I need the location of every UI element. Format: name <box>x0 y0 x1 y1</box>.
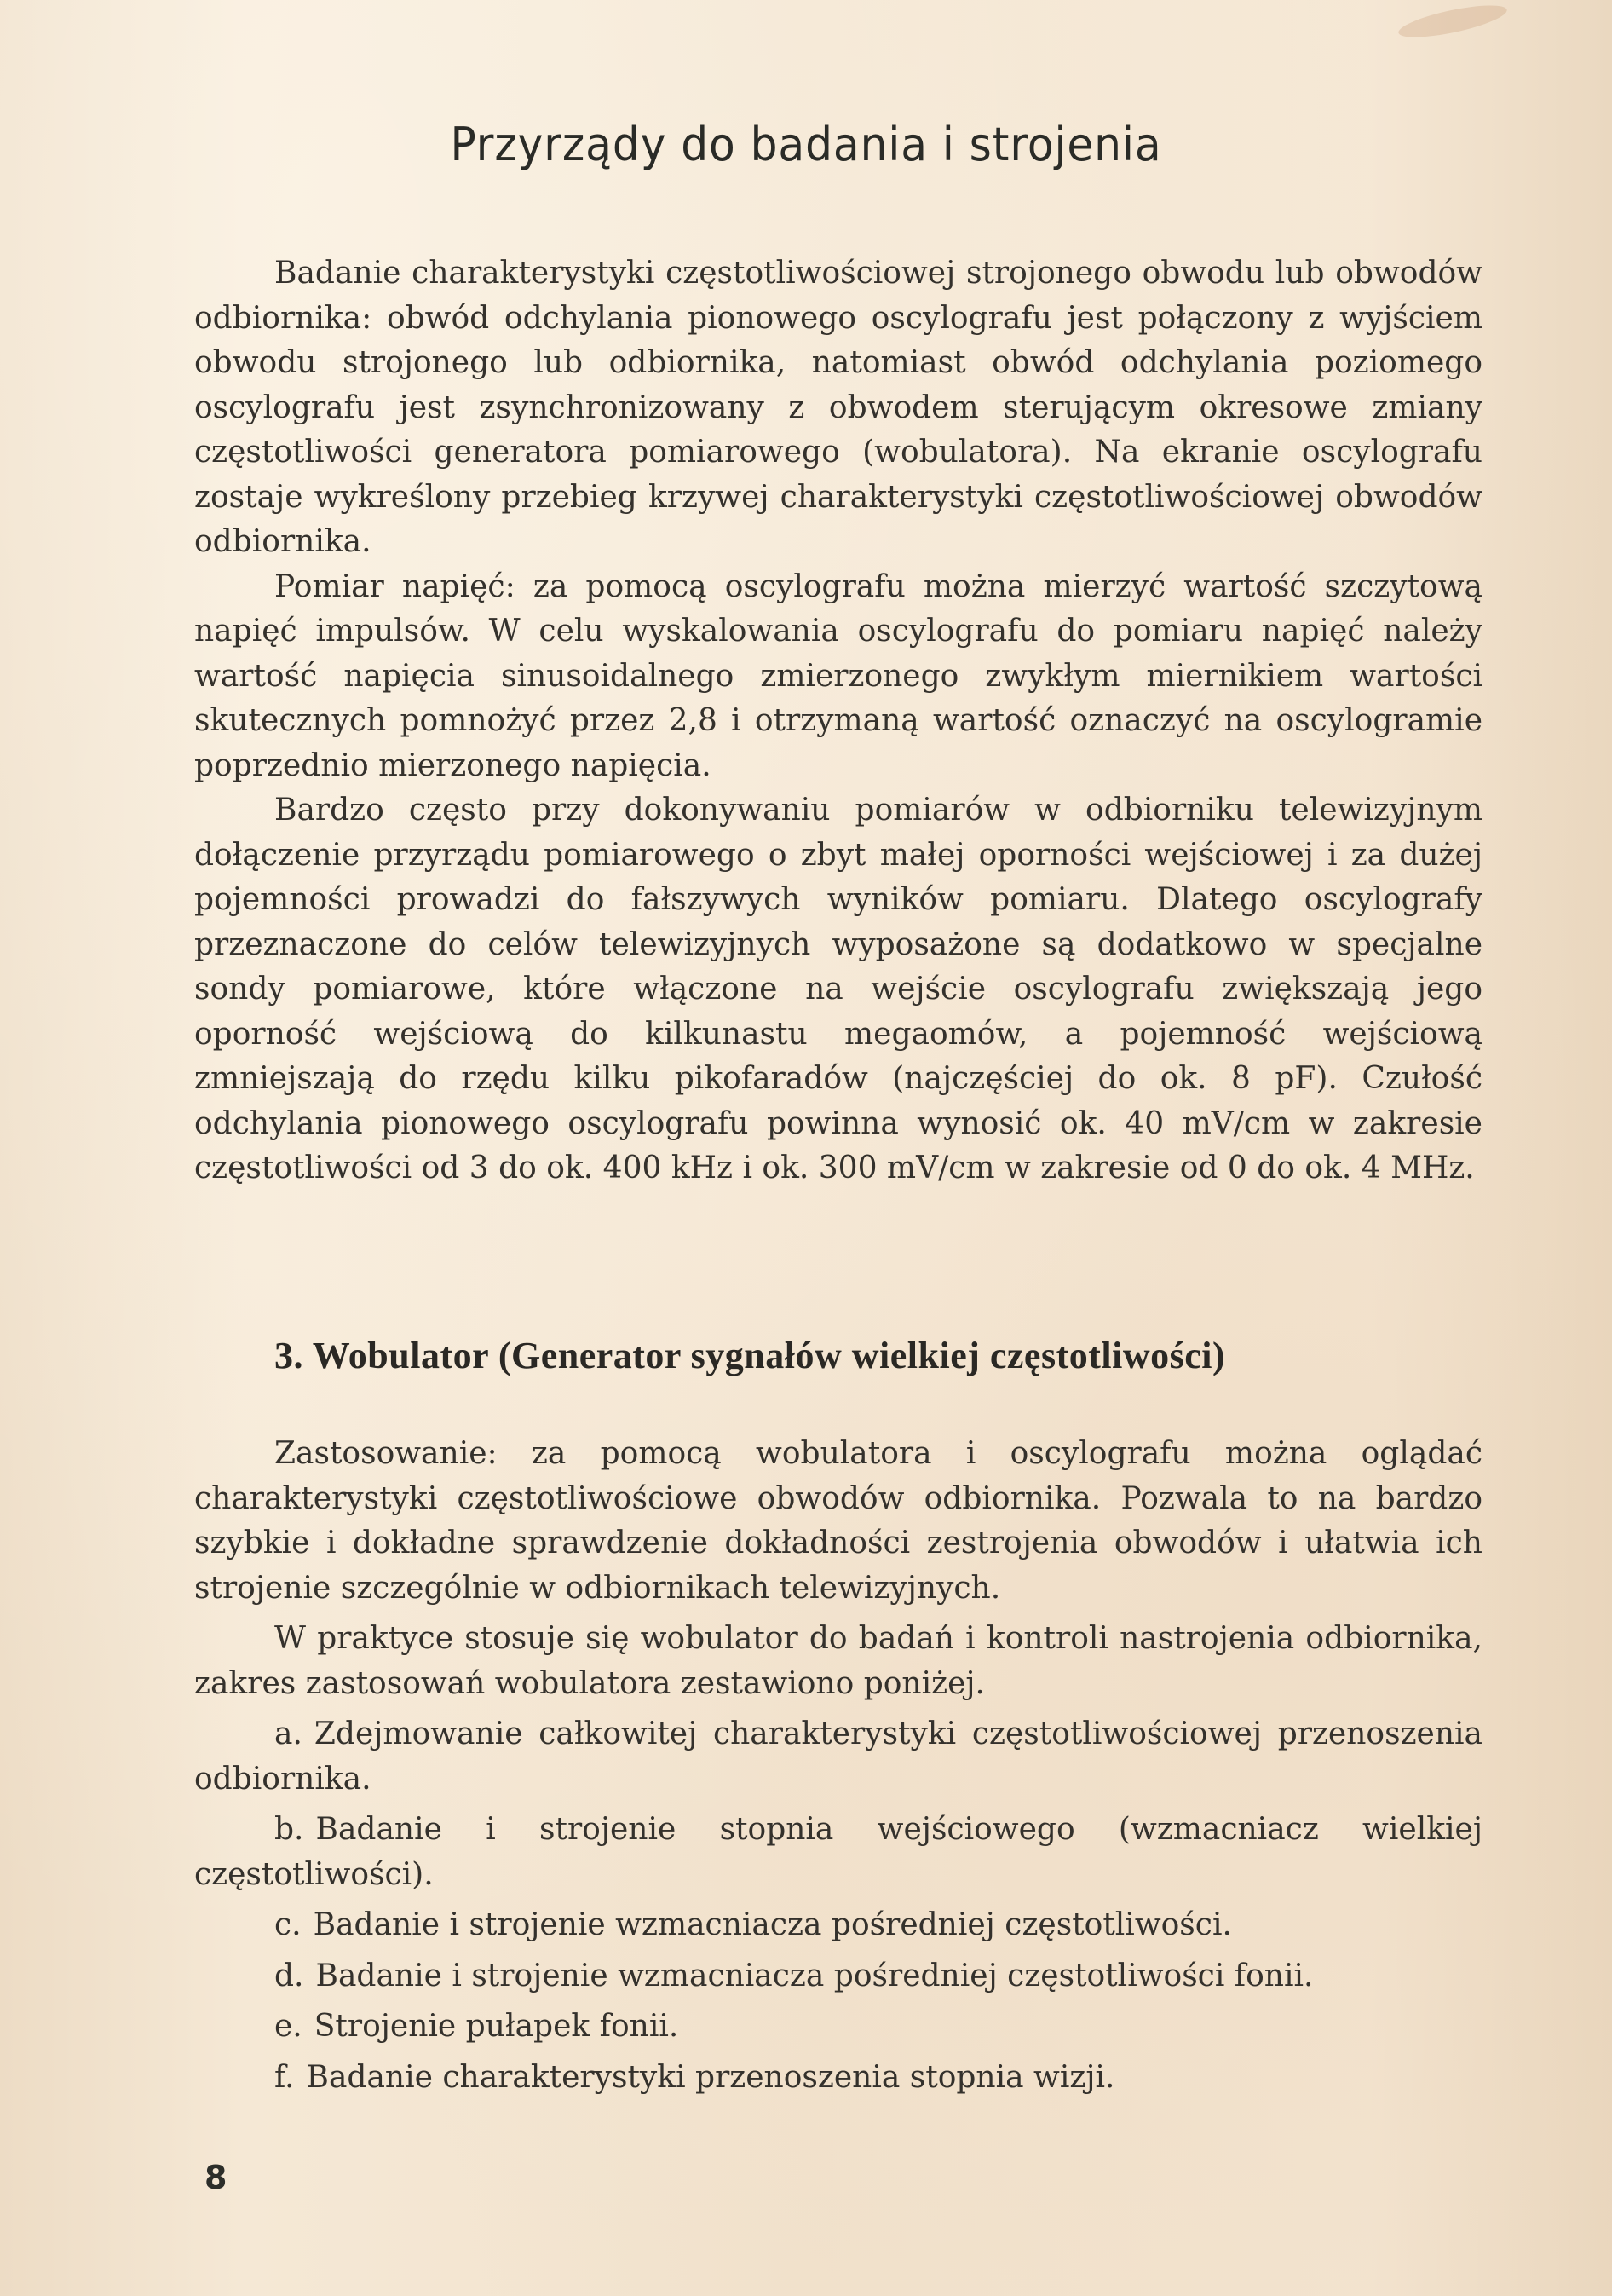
section-heading-wobulator: 3. Wobulator (Generator sygnałów wielkiej częstotliwości) <box>274 1335 1226 1376</box>
paragraph-application: Zastosowanie: za pomocą wobulatora i oscylografu można oglądać charakterystyki częstotliwościowe obwodów odbiornika. Pozwala to na bardzo szybkie i dokładne sprawdzenie dokładności zestrojenia obwodów i ułatwia ich strojenie szczególnie w odbiornikach telewizyjnych. <box>194 1436 1482 1606</box>
list-item <box>194 2056 1482 2101</box>
section-wobulator-text <box>194 1432 1482 2100</box>
list-item-text: Strojenie pułapek fonii. <box>314 2009 679 2044</box>
paragraph-measurement-probes: Bardzo często przy dokonywaniu pomiarów w odbiorniku telewizyjnym dołączenie przyrządu pomiarowego o zbyt małej oporności wejściowej i za dużej pojemności prowadzi do fałszywych wyników pomiaru. Dlatego oscylografy przeznaczone do celów telewizyjnych wyposażone są dodatkowo w specjalne sondy pomiarowe, które włączone na wejście oscylografu zwiększają jego oporność wejściową do kilkunastu megaomów, a pojemność wejściową zmniejszają do rzędu kilku pikofaradów (najczęściej do ok. 8 pF). Czułość odchylania pionowego oscylografu powinna wynosić ok. 40 mV/cm w zakresie częstotliwości od 3 do ok. 400 kHz i ok. 300 mV/cm w zakresie od 0 do ok. 4 MHz. <box>194 793 1482 1185</box>
list-marker: f. <box>274 2059 295 2095</box>
page-title: Przyrządy do badania i strojenia <box>450 118 1162 171</box>
list-marker: a. <box>274 1716 302 1751</box>
list-marker: c. <box>274 1907 302 1942</box>
page-number: 8 <box>204 2159 227 2196</box>
list-item <box>194 1712 1482 1802</box>
list-item-text: Zdejmowanie całkowitej charakterystyki częstotliwościowej przenoszenia odbiornika. <box>194 1716 1482 1797</box>
list-item <box>194 1903 1482 1948</box>
applications-list <box>194 1712 1482 2100</box>
paper-stain <box>1396 0 1510 43</box>
list-item-text: Badanie charakterystyki przenoszenia stopnia wizji. <box>306 2059 1115 2095</box>
list-item <box>194 2005 1482 2050</box>
list-item-text: Badanie i strojenie wzmacniacza pośredniej częstotliwości fonii. <box>315 1958 1314 1993</box>
paragraph-frequency-characteristic: Badanie charakterystyki częstotliwościowej strojonego obwodu lub obwodów odbiornika: obwód odchylania pionowego oscylografu jest połączony z wyjściem obwodu strojonego lub odbiornika, natomiast obwód odchylania poziomego oscylografu jest zsynchronizowany z obwodem sterującym okresowe zmiany częstotliwości generatora pomiarowego (wobulatora). Na ekranie oscylografu zostaje wykreślony przebieg krzywej charakterystyki częstotliwościowej obwodów odbiornika. <box>194 256 1482 559</box>
list-item-text: Badanie i strojenie wzmacniacza pośredniej częstotliwości. <box>313 1907 1232 1942</box>
list-item <box>194 1808 1482 1897</box>
list-marker: e. <box>274 2009 302 2044</box>
section-intro-text <box>194 251 1482 1191</box>
list-marker: b. <box>274 1812 304 1847</box>
list-marker: d. <box>274 1958 304 1993</box>
list-item-text: Badanie i strojenie stopnia wejściowego (wzmacniacz wielkiej częstotliwości). <box>194 1812 1482 1892</box>
list-item <box>194 1954 1482 1999</box>
paragraph-voltage-measurement: Pomiar napięć: za pomocą oscylografu można mierzyć wartość szczytową napięć impulsów. W celu wyskalowania oscylografu do pomiaru napięć należy wartość napięcia sinusoidalnego zmierzonego zwykłym miernikiem wartości skutecznych pomnożyć przez 2,8 i otrzymaną wartość oznaczyć na oscylogramie poprzednio mierzonego napięcia. <box>194 568 1482 783</box>
paragraph-practice: W praktyce stosuje się wobulator do badań i kontroli nastrojenia odbiornika, zakres zastosowań wobulatora zestawiono poniżej. <box>194 1621 1482 1701</box>
